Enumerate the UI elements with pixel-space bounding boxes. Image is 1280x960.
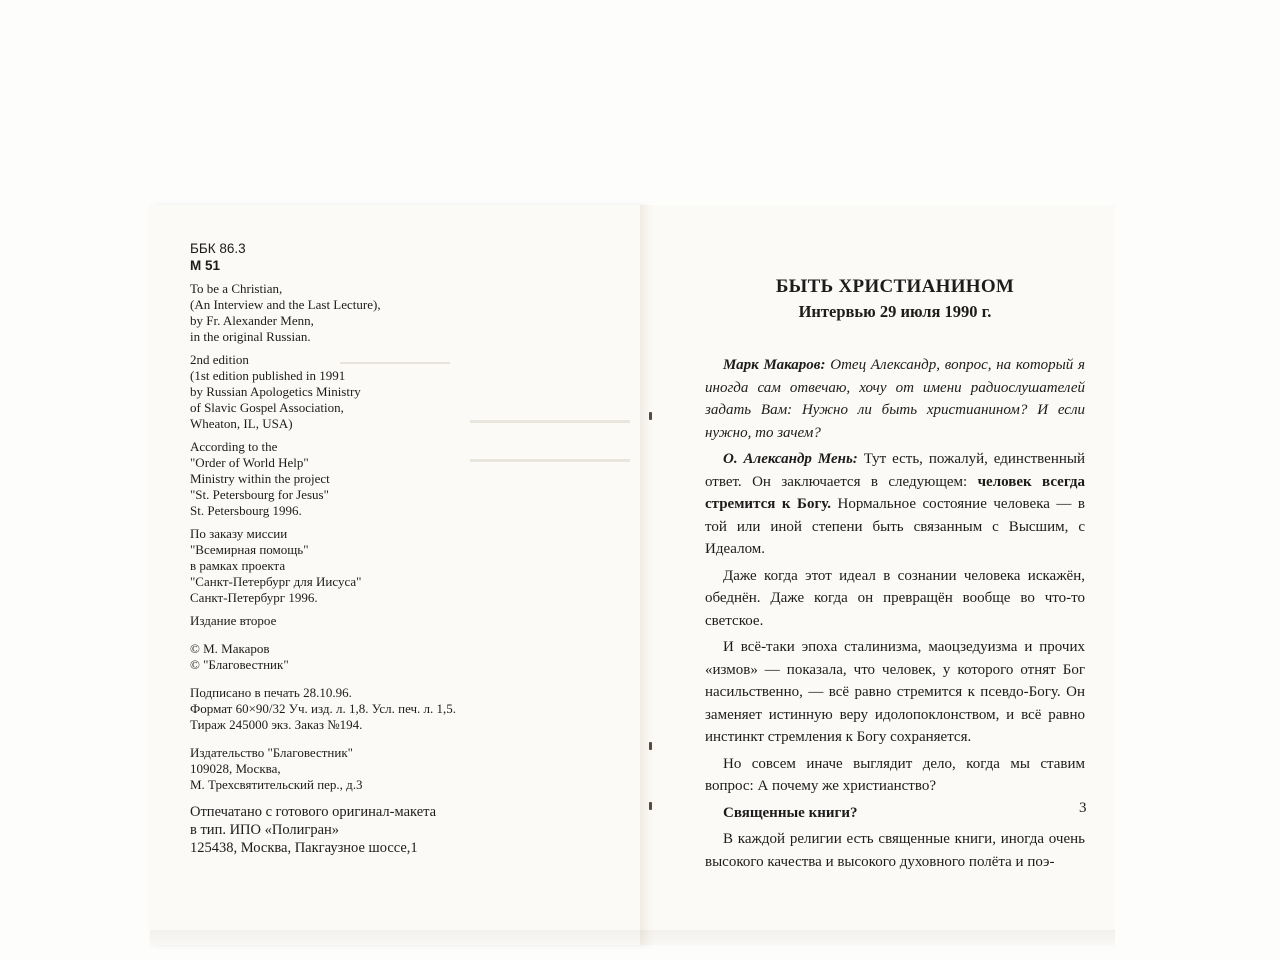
order-block-en	[190, 439, 630, 519]
imprint-line: in the original Russian.	[190, 329, 311, 344]
imprint-line: by Fr. Alexander Menn,	[190, 313, 314, 328]
imprint-line: "Всемирная помощь"	[190, 542, 309, 557]
imprint-line: of Slavic Gospel Association,	[190, 400, 344, 415]
stitch-mark	[649, 412, 652, 420]
body-text	[705, 354, 1085, 873]
edition-block	[190, 352, 630, 432]
paragraph: И всё-таки эпоха сталинизма, маоцзедуизма и прочих «измов» — показала, что человек, у которого отнят Бог насильственно, — всё равно стремится к псевдо-Богу. Он заменяет истинную веру идолопоклонством, и всё равно инстинкт стремления к Богу сохраняется.	[705, 639, 1085, 745]
chapter-title: БЫТЬ ХРИСТИАНИНОМ	[775, 276, 1015, 297]
page-shadow	[150, 930, 1115, 950]
imprint-line: Ministry within the project	[190, 471, 330, 486]
imprint-line: По заказу миссии	[190, 526, 288, 541]
interview-page	[705, 276, 1085, 877]
imprint-line: Формат 60×90/32 Уч. изд. л. 1,8. Усл. печ. л. 1,5.	[190, 701, 457, 716]
book-spine	[640, 205, 654, 945]
copyright-block	[190, 641, 630, 673]
printer-block	[190, 803, 630, 857]
page-number: 3	[1079, 800, 1087, 816]
imprint-line: в тип. ИПО «Полигран»	[190, 822, 340, 838]
paragraph-text: Отец Александр, вопрос, на который я иногда сам отвечаю, хочу от имени радиослушателей задать Вам: Нужно ли быть христианином? И если нужно, то зачем?	[705, 357, 1086, 441]
paragraph: В каждой религии есть священные книги, иногда очень высокого качества и высокого духовного полёта и поэ-	[705, 831, 1085, 870]
speaker-name: Марк Макаров:	[723, 357, 826, 373]
paragraph: Но совсем иначе выглядит дело, когда мы ставим вопрос: А почему же христианство?	[705, 755, 1085, 794]
imprint-line: М. Трехсвятительский пер., д.3	[190, 777, 363, 792]
imprint-line: According to the	[190, 439, 278, 454]
imprint-line: 109028, Москва,	[190, 761, 281, 776]
stitch-mark	[649, 802, 652, 810]
stitch-mark	[649, 742, 652, 750]
paragraph-text: Тут есть, пожалуй, единственный ответ. Он заключается в следующем:	[705, 451, 1085, 490]
imprint-line: Отпечатано с готового оригинал-макета	[190, 804, 437, 820]
imprint-line: "Санкт-Петербург для Иисуса"	[190, 574, 362, 589]
chapter-subtitle: Интервью 29 июля 1990 г.	[798, 302, 992, 321]
imprint-line: (1st edition published in 1991	[190, 368, 346, 383]
imprint-line: To be a Christian,	[190, 281, 283, 296]
imprint-line: (An Interview and the Last Lecture),	[190, 297, 381, 312]
imprint-line: "St. Petersbourg for Jesus"	[190, 487, 329, 502]
print-info-block	[190, 685, 630, 733]
paragraph	[705, 448, 1085, 561]
imprint-line: в рамках проекта	[190, 558, 286, 573]
copyright-line: © М. Макаров	[190, 641, 270, 656]
publisher-block	[190, 745, 630, 793]
imprint-line: 2nd edition	[190, 352, 249, 367]
author-code: М 51	[190, 258, 221, 273]
imprint-line: Издательство "Благовестник"	[190, 745, 353, 760]
order-block-ru	[190, 526, 630, 606]
imprint-line: Тираж 245000 экз. Заказ №194.	[190, 717, 363, 732]
english-title-block	[190, 281, 630, 345]
imprint-line: Подписано в печать 28.10.96.	[190, 685, 352, 700]
paragraph-text: Нормальное состояние человека — в той или иной степени быть связанным с Высшим, с Идеалом.	[705, 496, 1085, 557]
imprint-line: by Russian Apologetics Ministry	[190, 384, 361, 399]
imprint-line: 125438, Москва, Пакгаузное шоссе,1	[190, 840, 418, 856]
section-heading: Священные книги?	[723, 804, 858, 821]
paragraph	[705, 354, 1085, 444]
edition-ru: Издание второе	[190, 613, 277, 628]
copyright-line: © "Благовестник"	[190, 657, 289, 672]
imprint-line: "Order of World Help"	[190, 455, 309, 470]
emphasis-text: человек всегда стремится к Богу.	[705, 473, 1085, 512]
speaker-name: О. Александр Мень:	[723, 451, 858, 467]
imprint-line: St. Petersbourg 1996.	[190, 503, 302, 518]
bbk-code: ББК 86.3	[190, 241, 246, 256]
paragraph: Даже когда этот идеал в сознании человека искажён, обеднён. Даже когда он превращён вообще во что-то светское.	[705, 567, 1085, 629]
imprint-line: Санкт-Петербург 1996.	[190, 590, 318, 605]
imprint-line: Wheaton, IL, USA)	[190, 416, 293, 431]
imprint-page	[190, 240, 630, 864]
